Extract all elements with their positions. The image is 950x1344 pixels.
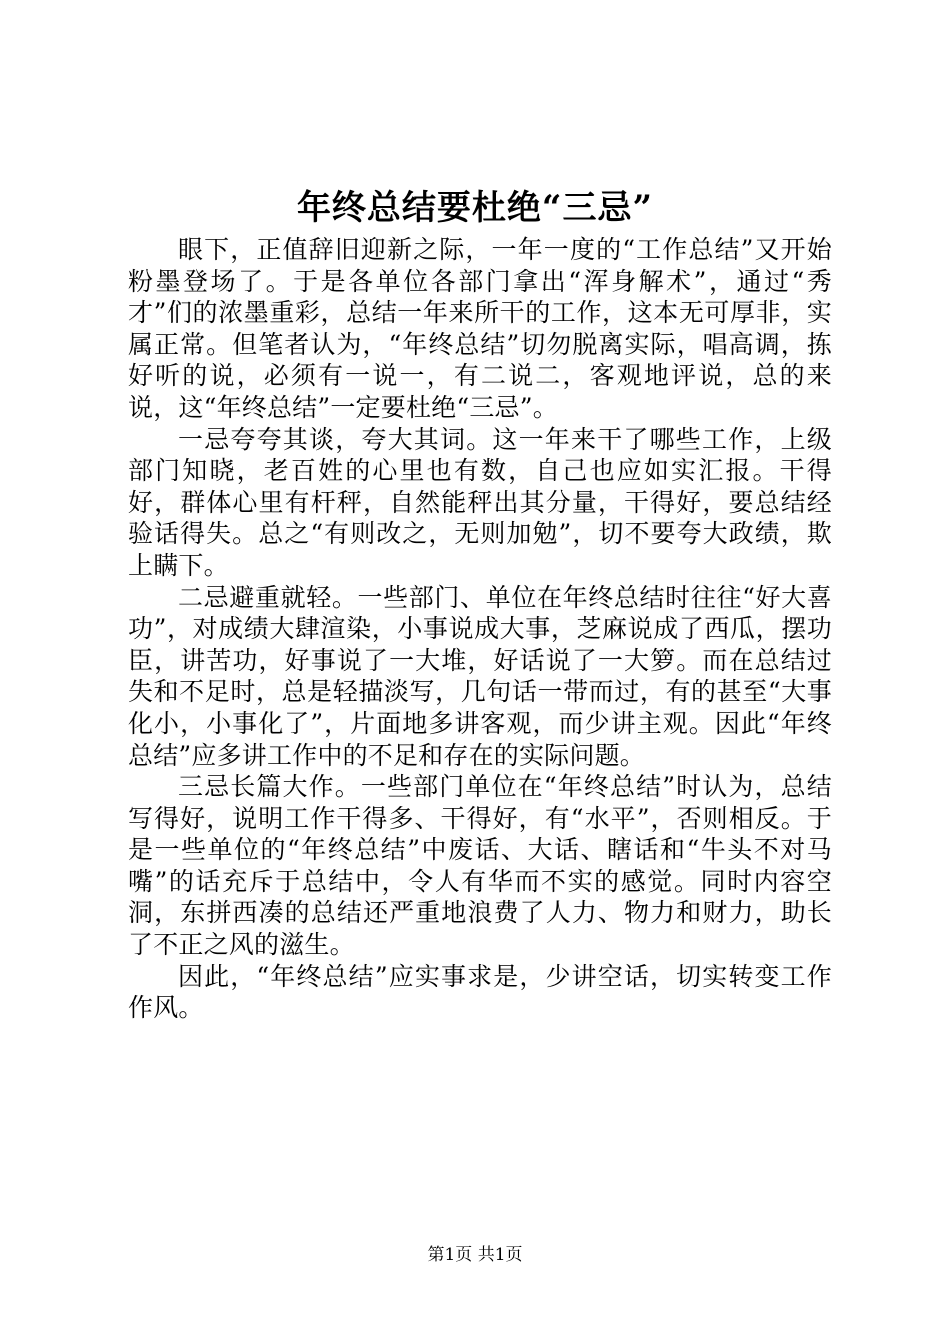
document-title: 年终总结要杜绝“三忌” <box>296 188 654 228</box>
paragraph-third-taboo: 三忌长篇大作。一些部门单位在“年终总结”时认为，总结写得好，说明工作干得多、干得好，有“水平”，否则相反。于是一些单位的“年终总结”中废话、大话、瞎话和“牛头不对马嘴”的话充斥于总结中，令人有华而不实的感觉。同时内容空洞，东拼西凑的总结还严重地浪费了人力、物力和财力，助长了不正之风的滋生。 <box>128 772 832 960</box>
document-body <box>128 234 832 1024</box>
paragraph-second-taboo: 二忌避重就轻。一些部门、单位在年终总结时往往“好大喜功”，对成绩大肆渲染，小事说成大事，芝麻说成了西瓜，摆功臣，讲苦功，好事说了一大堆，好话说了一大箩。而在总结过失和不足时，总是轻描淡写，几句话一带而过，有的甚至“大事化小，小事化了”，片面地多讲客观，而少讲主观。因此“年终总结”应多讲工作中的不足和存在的实际问题。 <box>128 582 832 770</box>
paragraph-first-taboo: 一忌夸夸其谈，夸大其词。这一年来干了哪些工作，上级部门知晓，老百姓的心里也有数，自己也应如实汇报。干得好，群体心里有杆秤，自然能秤出其分量，干得好，要总结经验话得失。总之“有则改之，无则加勉”，切不要夸大政绩，欺上瞒下。 <box>128 424 832 580</box>
paragraph-intro: 眼下，正值辞旧迎新之际，一年一度的“工作总结”又开始粉墨登场了。于是各单位各部门拿出“浑身解术”，通过“秀才”们的浓墨重彩，总结一年来所干的工作，这本无可厚非，实属正常。但笔者认为，“年终总结”切勿脱离实际，唱高调，拣好听的说，必须有一说一，有二说二，客观地评说，总的来说，这“年终总结”一定要杜绝“三忌”。 <box>128 235 832 422</box>
page-footer: 第1页 共1页 <box>427 1245 523 1265</box>
paragraph-conclusion: 因此，“年终总结”应实事求是，少讲空话，切实转变工作作风。 <box>128 961 832 1023</box>
